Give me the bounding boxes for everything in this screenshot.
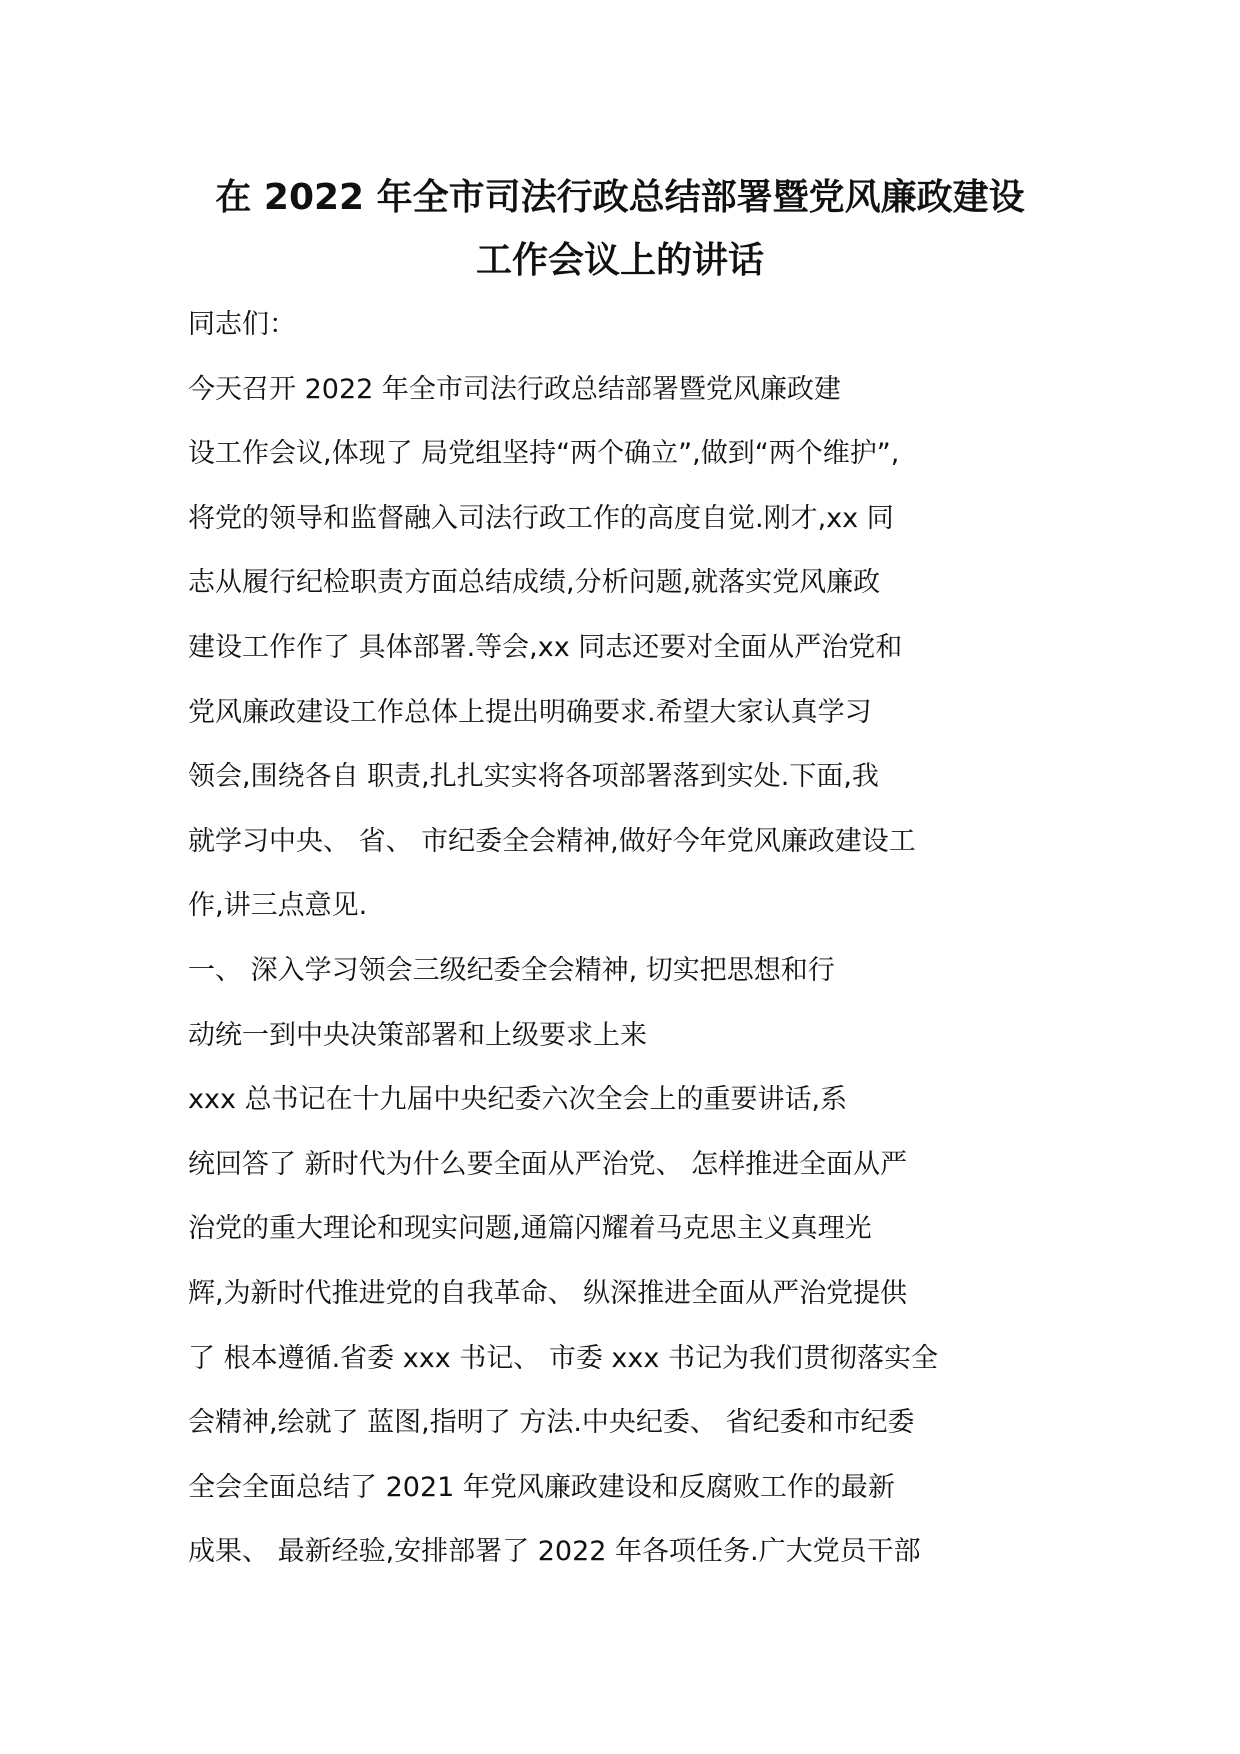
body-line: 党风廉政建设工作总体上提出明确要求.希望大家认真学习 (188, 696, 872, 728)
document-title-line-1: 在 2022 年全市司法行政总结部署暨党风廉政建设 (215, 177, 1025, 218)
body-line: 成果、 最新经验,安排部署了 2022 年各项任务.广大党员干部 (188, 1536, 921, 1568)
body-line: 将党的领导和监督融入司法行政工作的高度自觉.刚才,xx 同 (188, 502, 894, 534)
body-line: 会精神,绘就了 蓝图,指明了 方法.中央纪委、 省纪委和市纪委 (188, 1407, 915, 1439)
document-body (188, 305, 1068, 1597)
salutation: 同志们： (188, 309, 296, 340)
body-line: 领会,围绕各自 职责,扎扎实实将各项部署落到实处.下面,我 (188, 761, 879, 793)
body-line: 辉,为新时代推进党的自我革命、 纵深推进全面从严治党提供 (188, 1277, 908, 1309)
body-line: 就学习中央、 省、 市纪委全会精神,做好今年党风廉政建设工 (188, 825, 916, 857)
section-heading-line: 一、 深入学习领会三级纪委全会精神, 切实把思想和行 (188, 954, 835, 986)
body-line: 今天召开 2022 年全市司法行政总结部署暨党风廉政建 (188, 373, 841, 405)
body-line: 了 根本遵循.省委 xxx 书记、 市委 xxx 书记为我们贯彻落实全 (188, 1342, 938, 1374)
body-line: 志从履行纪检职责方面总结成绩,分析问题,就落实党风廉政 (188, 567, 881, 599)
body-line: 建设工作作了 具体部署.等会,xx 同志还要对全面从严治党和 (188, 631, 903, 663)
body-line: 全会全面总结了 2021 年党风廉政建设和反腐败工作的最新 (188, 1471, 895, 1503)
section-heading-line: 动统一到中央决策部署和上级要求上来 (188, 1019, 647, 1051)
body-line: 治党的重大理论和现实问题,通篇闪耀着马克思主义真理光 (188, 1213, 872, 1245)
body-line: 作,讲三点意见. (188, 890, 368, 922)
body-line: 设工作会议,体现了 局党组坚持“两个确立”,做到“两个维护”, (188, 438, 900, 470)
document-title-line-2: 工作会议上的讲话 (475, 240, 764, 281)
body-line: xxx 总书记在十九届中央纪委六次全会上的重要讲话,系 (188, 1084, 848, 1116)
body-line: 统回答了 新时代为什么要全面从严治党、 怎样推进全面从严 (188, 1148, 908, 1180)
